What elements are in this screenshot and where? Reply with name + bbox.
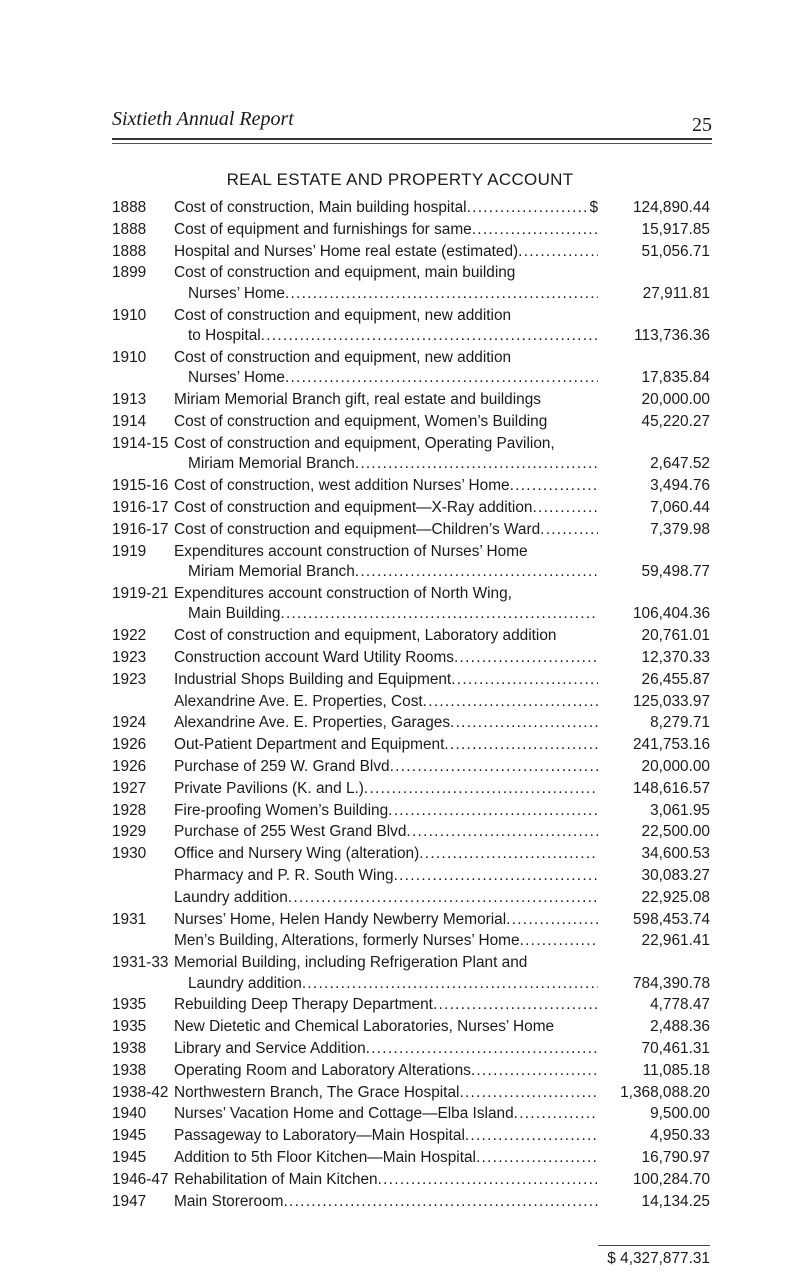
- entry-description: [174, 584, 598, 625]
- entry-description: [174, 1083, 598, 1104]
- header-rule: [112, 138, 712, 140]
- description-line: [174, 1192, 598, 1213]
- entry-description: [174, 735, 598, 756]
- entry-description: [174, 822, 598, 843]
- ledger-row: [112, 220, 710, 241]
- entry-year: 1888: [112, 220, 147, 238]
- entry-description: [174, 498, 598, 519]
- ledger-row: [112, 953, 710, 994]
- ledger-row: [112, 584, 710, 625]
- dot-leader: [472, 220, 598, 241]
- entry-description: [174, 801, 598, 822]
- dot-leader: [540, 520, 598, 541]
- entry-description: [174, 198, 598, 219]
- description-line: [174, 713, 598, 734]
- entry-description: [174, 412, 598, 433]
- ledger-row: [112, 1061, 710, 1082]
- ledger-row: [112, 670, 710, 691]
- entry-amount: 124,890.44: [632, 199, 710, 216]
- description-line: [174, 1039, 598, 1060]
- entry-amount: 113,736.36: [634, 327, 710, 345]
- entry-description: [174, 542, 598, 583]
- ledger-row: [112, 844, 710, 865]
- entry-amount: 598,453.74: [632, 910, 710, 928]
- entry-amount: 26,455.87: [641, 670, 710, 688]
- ledger-table: [112, 198, 710, 1213]
- description-text: Addition to 5th Floor Kitchen—Main Hospital: [174, 1148, 476, 1166]
- dot-leader: [465, 1126, 598, 1147]
- dot-leader: [285, 368, 598, 389]
- entry-description: [174, 779, 598, 800]
- entry-amount: 4,950.33: [650, 1127, 710, 1145]
- entry-amount: 45,220.27: [641, 413, 710, 431]
- dot-leader: [390, 757, 598, 778]
- description-text: Miriam Memorial Branch: [188, 563, 355, 581]
- entry-year: 1929: [112, 823, 147, 841]
- description-text: Miriam Memorial Branch: [188, 455, 355, 473]
- entry-amount: 106,404.36: [632, 605, 710, 623]
- description-text: Nurses’ Home: [188, 369, 285, 387]
- dot-leader: [514, 1104, 598, 1125]
- entry-description: [174, 434, 598, 475]
- entry-description: [174, 1148, 598, 1169]
- entry-amount: 59,498.77: [641, 563, 710, 581]
- total-rule: [598, 1245, 710, 1246]
- description-text: Cost of equipment and furnishings for same: [174, 220, 472, 238]
- description-text: Laundry addition: [174, 888, 288, 906]
- description-text: Nurses’ Vacation Home and Cottage—Elba Island: [174, 1105, 514, 1123]
- ledger-row: [112, 1104, 710, 1125]
- dot-leader: [520, 931, 598, 952]
- ledger-row: [112, 306, 710, 347]
- dot-leader: [280, 604, 598, 625]
- entry-description: [174, 1170, 598, 1191]
- entry-year: 1947: [112, 1192, 147, 1210]
- description-text: Rebuilding Deep Therapy Department: [174, 996, 433, 1014]
- description-text: Main Building: [188, 605, 281, 623]
- description-line: [174, 648, 598, 669]
- description-text: to Hospital: [188, 327, 261, 345]
- description-text: Construction account Ward Utility Rooms: [174, 648, 454, 666]
- dot-leader: [388, 801, 598, 822]
- description-line: [174, 866, 598, 887]
- entry-amount: 7,379.98: [650, 520, 710, 538]
- description-line: [174, 626, 598, 647]
- ledger-row: [112, 801, 710, 822]
- entry-year: 1945: [112, 1148, 147, 1166]
- entry-year: 1935: [112, 1018, 147, 1036]
- ledger-row: [112, 735, 710, 756]
- description-line: [174, 434, 598, 455]
- description-line: [174, 368, 598, 389]
- entry-year: 1910: [112, 306, 147, 324]
- entry-year: 1888: [112, 199, 147, 216]
- description-line: [174, 412, 598, 433]
- entry-amount: 16,790.97: [641, 1148, 710, 1166]
- entry-description: [174, 220, 598, 241]
- description-line: [174, 779, 598, 800]
- description-text: Cost of construction and equipment, Laboratory addition: [174, 627, 557, 645]
- description-line: [174, 220, 598, 241]
- entry-year: 1926: [112, 757, 147, 775]
- entry-year: 1888: [112, 242, 147, 260]
- description-line: [174, 390, 598, 411]
- ledger-row: [112, 648, 710, 669]
- description-text: Cost of construction, west addition Nurses’ Home: [174, 477, 510, 495]
- entry-year: 1938: [112, 1061, 147, 1079]
- entry-amount: 1,368,088.20: [620, 1083, 710, 1101]
- entry-amount: 14,134.25: [641, 1192, 710, 1210]
- description-text: Industrial Shops Building and Equipment: [174, 670, 452, 688]
- entry-year: 1914: [112, 413, 147, 431]
- entry-amount: 11,085.18: [642, 1061, 710, 1079]
- entry-year: 1922: [112, 627, 147, 645]
- entry-description: [174, 844, 598, 865]
- entry-description: [174, 1061, 598, 1082]
- ledger-row: [112, 713, 710, 734]
- entry-year: 1945: [112, 1127, 147, 1145]
- ledger-row: [112, 1126, 710, 1147]
- entry-description: [174, 648, 598, 669]
- dot-leader: [450, 713, 598, 734]
- entry-year: 1913: [112, 391, 147, 409]
- description-text: Cost of construction and equipment, main building: [174, 264, 516, 282]
- description-text: Cost of construction and equipment, new addition: [174, 306, 512, 324]
- description-text: Private Pavilions (K. and L.): [174, 779, 364, 797]
- description-line: [174, 735, 598, 756]
- entry-amount: 2,647.52: [650, 455, 710, 473]
- entry-amount: 20,761.01: [641, 627, 710, 645]
- description-line: [174, 542, 598, 563]
- entry-year: 1916-17: [112, 498, 169, 516]
- ledger-row: [112, 1192, 710, 1213]
- entry-year: 1946-47: [112, 1170, 169, 1188]
- entry-year: 1914-15: [112, 434, 169, 452]
- entry-amount: 20,000.00: [641, 391, 710, 409]
- description-line: [174, 692, 598, 713]
- description-text: Cost of construction and equipment, Operating Pavilion,: [174, 434, 555, 452]
- description-line: [174, 1061, 598, 1082]
- description-line: [174, 520, 598, 541]
- entry-amount: 784,390.78: [632, 974, 710, 992]
- ledger-row: [112, 910, 710, 931]
- entry-year: 1930: [112, 845, 147, 863]
- description-line: [174, 910, 598, 931]
- entry-description: [174, 866, 598, 887]
- description-line: [174, 326, 598, 347]
- description-text: Out-Patient Department and Equipment: [174, 736, 445, 754]
- entry-amount: 12,370.33: [641, 648, 710, 666]
- entry-description: [174, 757, 598, 778]
- entry-description: [174, 348, 598, 389]
- description-text: Memorial Building, including Refrigeration Plant and: [174, 954, 528, 972]
- entry-year: 1919: [112, 542, 147, 560]
- entry-description: [174, 931, 598, 952]
- entry-amount: 27,911.81: [642, 284, 710, 302]
- dot-leader: [471, 1061, 598, 1082]
- dot-leader: [419, 844, 598, 865]
- description-text: Expenditures account construction of Nurses’ Home: [174, 542, 528, 560]
- entry-description: [174, 1126, 598, 1147]
- entry-year: 1910: [112, 348, 147, 366]
- description-line: [174, 454, 598, 475]
- dot-leader: [506, 910, 598, 931]
- entry-amount: 9,500.00: [650, 1105, 710, 1123]
- ledger-row: [112, 1017, 710, 1038]
- entry-description: [174, 476, 598, 497]
- entry-year: 1931-33: [112, 954, 169, 972]
- description-text: Operating Room and Laboratory Alterations: [174, 1061, 471, 1079]
- description-text: Cost of construction and equipment—Children’s Ward: [174, 520, 541, 538]
- description-text: Purchase of 255 West Grand Blvd: [174, 823, 407, 841]
- ledger-row: [112, 626, 710, 647]
- header-rule-thin: [112, 143, 712, 144]
- entry-description: [174, 713, 598, 734]
- description-text: Alexandrine Ave. E. Properties, Garages: [174, 714, 451, 732]
- entry-description: [174, 1017, 598, 1038]
- entry-year: 1919-21: [112, 584, 169, 602]
- entry-year: 1926: [112, 736, 147, 754]
- description-text: Pharmacy and P. R. South Wing: [174, 866, 394, 884]
- ledger-row: [112, 1083, 710, 1104]
- entry-amount: 241,753.16: [632, 736, 710, 754]
- entry-description: [174, 1039, 598, 1060]
- ledger-row: [112, 542, 710, 583]
- entry-description: [174, 520, 598, 541]
- description-text: Alexandrine Ave. E. Properties, Cost: [174, 692, 423, 710]
- description-line: [174, 263, 598, 284]
- entry-amount: 22,925.08: [641, 888, 710, 906]
- description-line: [174, 995, 598, 1016]
- entry-description: [174, 670, 598, 691]
- description-text: Hospital and Nurses’ Home real estate (estimated): [174, 242, 519, 260]
- ledger-row: [112, 822, 710, 843]
- entry-amount: 20,000.00: [641, 757, 710, 775]
- description-text: Miriam Memorial Branch gift, real estate and buildings: [174, 391, 541, 409]
- entry-year: 1915-16: [112, 477, 169, 495]
- description-text: Cost of construction and equipment, new addition: [174, 348, 512, 366]
- description-line: [174, 1148, 598, 1169]
- entry-amount: 2,488.36: [650, 1018, 710, 1036]
- dot-leader: [476, 1148, 598, 1169]
- entry-description: [174, 995, 598, 1016]
- description-line: [174, 284, 598, 305]
- dot-leader: [366, 1039, 598, 1060]
- entry-year: 1931: [112, 910, 147, 928]
- ledger-row: [112, 1039, 710, 1060]
- description-text: Northwestern Branch, The Grace Hospital: [174, 1083, 460, 1101]
- description-text: Laundry addition: [188, 974, 302, 992]
- description-text: Passageway to Laboratory—Main Hospital: [174, 1127, 465, 1145]
- entry-amount: 4,778.47: [650, 996, 710, 1014]
- description-text: Library and Service Addition: [174, 1040, 366, 1057]
- entry-year: 1916-17: [112, 520, 169, 538]
- ledger-row: [112, 692, 710, 713]
- entry-amount: 8,279.71: [650, 714, 710, 732]
- total-block: [570, 1245, 710, 1268]
- description-text: Fire-proofing Women’s Building: [174, 801, 389, 819]
- description-text: Main Storeroom: [174, 1192, 284, 1210]
- description-text: Cost of construction and equipment—X-Ray addition: [174, 498, 533, 516]
- description-line: [174, 584, 598, 605]
- entry-year: 1927: [112, 779, 147, 797]
- description-line: [174, 953, 598, 974]
- description-text: Purchase of 259 W. Grand Blvd: [174, 757, 390, 775]
- entry-amount: 3,061.95: [650, 801, 710, 819]
- ledger-row: [112, 757, 710, 778]
- ledger-row: [112, 498, 710, 519]
- description-text: Cost of construction, Main building hospital: [174, 199, 467, 216]
- section-title: REAL ESTATE AND PROPERTY ACCOUNT: [226, 170, 574, 189]
- dot-leader: [532, 498, 598, 519]
- description-text: Cost of construction and equipment, Women’s Building: [174, 413, 548, 431]
- dot-leader: [364, 779, 598, 800]
- ledger-row: [112, 995, 710, 1016]
- dot-leader: [378, 1170, 598, 1191]
- ledger-row: [112, 412, 710, 433]
- dot-leader: [423, 692, 598, 713]
- entry-description: [174, 626, 598, 647]
- entry-description: [174, 888, 598, 909]
- description-line: [174, 1083, 598, 1104]
- description-line: [174, 498, 598, 519]
- entry-amount: 22,961.41: [641, 932, 710, 950]
- ledger-row: [112, 348, 710, 389]
- ledger-row: [112, 866, 710, 887]
- ledger-row: [112, 779, 710, 800]
- description-line: [174, 1017, 598, 1038]
- dot-leader: [394, 866, 598, 887]
- dot-leader: [444, 735, 598, 756]
- description-line: [174, 1170, 598, 1191]
- dot-leader: [510, 476, 598, 497]
- dot-leader: [261, 326, 598, 347]
- dot-leader: [288, 888, 598, 909]
- dot-leader: [355, 454, 598, 475]
- running-head: Sixtieth Annual Report: [112, 108, 294, 130]
- entry-amount: 22,500.00: [641, 823, 710, 841]
- dot-leader: [284, 1192, 599, 1213]
- description-line: [174, 844, 598, 865]
- description-line: [174, 888, 598, 909]
- ledger-row: [112, 476, 710, 497]
- entry-year: 1928: [112, 801, 147, 819]
- description-line: [174, 757, 598, 778]
- dot-leader: [451, 670, 598, 691]
- description-line: [174, 670, 598, 691]
- dot-leader: [459, 1083, 598, 1104]
- dot-leader: [302, 974, 598, 995]
- description-text: Expenditures account construction of North Wing,: [174, 584, 512, 602]
- description-text: Nurses’ Home: [188, 284, 285, 302]
- ledger-row: [112, 1148, 710, 1169]
- description-line: [174, 242, 598, 263]
- entry-amount: 17,835.84: [641, 369, 710, 387]
- entry-description: [174, 953, 598, 994]
- description-line: [174, 974, 598, 995]
- entry-description: [174, 390, 598, 411]
- description-text: New Dietetic and Chemical Laboratories, Nurses’ Home: [174, 1018, 555, 1036]
- page-number: 25: [692, 114, 712, 136]
- description-text: Rehabilitation of Main Kitchen: [174, 1170, 378, 1188]
- ledger-row: [112, 888, 710, 909]
- entry-year: 1923: [112, 670, 147, 688]
- entry-amount: 34,600.53: [641, 845, 710, 863]
- entry-description: [174, 1104, 598, 1125]
- dot-leader: [518, 242, 598, 263]
- description-text: Nurses’ Home, Helen Handy Newberry Memorial: [174, 910, 507, 928]
- entry-year: 1923: [112, 648, 147, 666]
- description-line: [174, 931, 598, 952]
- ledger-row: [112, 520, 710, 541]
- description-line: [174, 306, 598, 327]
- description-line: [174, 1126, 598, 1147]
- ledger-row: [112, 263, 710, 304]
- entry-amount: 148,616.57: [632, 779, 710, 797]
- page-header: [112, 108, 712, 150]
- entry-description: [174, 242, 598, 263]
- entry-description: [174, 1192, 598, 1213]
- ledger-row: [112, 931, 710, 952]
- description-line: [174, 822, 598, 843]
- description-line: [174, 198, 598, 219]
- entry-amount: 30,083.27: [641, 866, 710, 884]
- entry-amount: 100,284.70: [632, 1170, 710, 1188]
- ledger-row: [112, 390, 710, 411]
- ledger-row: [112, 1170, 710, 1191]
- entry-amount: 3,494.76: [650, 477, 710, 495]
- entry-year: 1938: [112, 1040, 147, 1057]
- entry-description: [174, 692, 598, 713]
- entry-year: 1924: [112, 714, 147, 732]
- dot-leader: [454, 648, 598, 669]
- description-line: [174, 604, 598, 625]
- entry-description: [174, 263, 598, 304]
- ledger-row: [112, 198, 710, 219]
- entry-amount: 7,060.44: [650, 498, 710, 516]
- dollar-sign: $: [589, 199, 598, 216]
- ledger-row: [112, 434, 710, 475]
- dot-leader: [406, 822, 598, 843]
- description-text: Office and Nursery Wing (alteration): [174, 845, 420, 863]
- description-line: [174, 476, 598, 497]
- entry-amount: 125,033.97: [632, 692, 710, 710]
- grand-total: $ 4,327,877.31: [607, 1250, 710, 1267]
- ledger-row: [112, 242, 710, 263]
- dot-leader: [433, 995, 598, 1016]
- entry-amount: 51,056.71: [641, 242, 710, 260]
- description-text: Men’s Building, Alterations, formerly Nurses’ Home: [174, 932, 520, 950]
- entry-year: 1899: [112, 264, 147, 282]
- entry-amount: 15,917.85: [641, 220, 710, 238]
- entry-year: 1938-42: [112, 1083, 169, 1101]
- dot-leader: [355, 562, 598, 583]
- entry-year: 1940: [112, 1105, 147, 1123]
- description-line: [174, 348, 598, 369]
- entry-year: 1935: [112, 996, 147, 1014]
- dot-leader: [285, 284, 598, 305]
- description-line: [174, 562, 598, 583]
- entry-description: [174, 306, 598, 347]
- description-line: [174, 801, 598, 822]
- entry-description: [174, 910, 598, 931]
- description-line: [174, 1104, 598, 1125]
- dot-leader: [467, 198, 590, 219]
- entry-amount: 70,461.31: [641, 1040, 710, 1057]
